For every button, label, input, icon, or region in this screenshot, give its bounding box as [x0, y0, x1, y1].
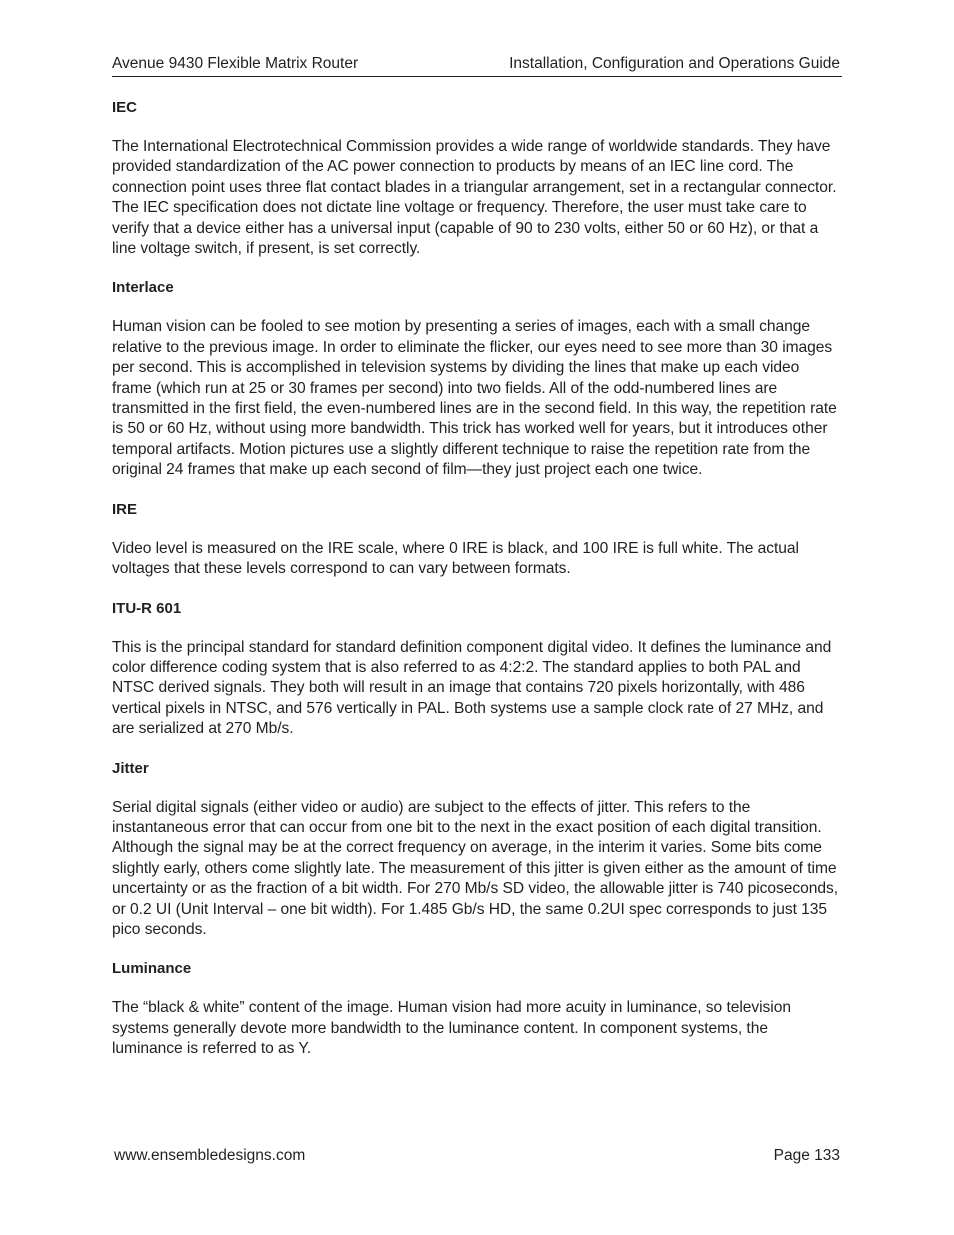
- term-heading: Luminance: [112, 960, 192, 978]
- term-heading: ITU-R 601: [112, 599, 182, 617]
- term-definition: Video level is measured on the IRE scale, where 0 IRE is black, and 100 IRE is full white. The actual voltages that these levels correspond to can vary between formats.: [112, 539, 799, 578]
- term-heading: IEC: [112, 99, 138, 116]
- glossary-entry-interlace: [112, 278, 842, 480]
- term-definition: This is the principal standard for standard definition component digital video. It defines the luminance and color difference coding system that is also referred to as 4:2:2. The standard applies to both PAL and NTSC derived signals. They both will result in an image that contains 720 pixels horizontally, with 486 vertical pixels in NTSC, and 576 vertically in PAL. Both systems use a sample clock rate of 27 MHz, and are serialized at 270 Mb/s.: [112, 638, 832, 738]
- term-heading: IRE: [112, 500, 138, 518]
- term-definition: Serial digital signals (either video or audio) are subject to the effects of jitter. This refers to the instantaneous error that can occur from one bit to the next in the exact position of each digital transition. Although the signal may be at the correct frequency on average, in the interim it varies. Some bits come slightly early, others come slightly late. The measurement of this jitter is given either as the amount of time uncertainty or as the fraction of a bit width. For 270 Mb/s SD video, the allowable jitter is 740 picoseconds, or 0.2 UI (Unit Interval – one bit width). For 1.485 Gb/s HD, the same 0.2UI spec corresponds to just 135 pico seconds.: [112, 798, 839, 938]
- glossary-entry-itu-r-601: [112, 599, 842, 740]
- term-heading: Interlace: [112, 279, 174, 297]
- glossary-entry-jitter: [112, 759, 842, 941]
- guide-title: Installation, Configuration and Operations Guide: [509, 55, 840, 72]
- term-definition: The “black & white” content of the image. Human vision had more acuity in luminance, so television systems generally devote more bandwidth to the luminance content. In component systems, the luminance is referred to as Y.: [112, 999, 791, 1058]
- page-header: [112, 55, 842, 77]
- website-url: www.ensembledesigns.com: [114, 1147, 306, 1164]
- term-definition: The International Electrotechnical Commission provides a wide range of worldwide standards. They have provided standardization of the AC power connection to products by means of an IEC line cord. The connection point uses three flat contact blades in a triangular arrangement, set in a rectangular connector. The IEC specification does not dictate line voltage or frequency. Therefore, the user must take care to verify that a device either has a universal input (capable of 90 to 230 volts, either 50 or 60 Hz), or that a line voltage switch, if present, is set correctly.: [112, 138, 837, 258]
- glossary-content: [112, 98, 842, 1079]
- term-heading: Jitter: [112, 759, 149, 777]
- document-title: Avenue 9430 Flexible Matrix Router: [112, 55, 359, 72]
- glossary-entry-luminance: [112, 959, 842, 1059]
- glossary-entry-iec: [112, 98, 842, 259]
- page-number: Page 133: [773, 1147, 840, 1164]
- glossary-entry-ire: [112, 500, 842, 580]
- term-definition: Human vision can be fooled to see motion by presenting a series of images, each with a small change relative to the previous image. In order to eliminate the flicker, our eyes need to see more than 30 images per second. This is accomplished in television systems by dividing the lines that make up each video frame (which run at 25 or 30 frames per second) into two fields. All of the odd-numbered lines are transmitted in the first field, the even-numbered lines are in the second field. In this way, the repetition rate is 50 or 60 Hz, without using more bandwidth. This trick has worked well for years, but it introduces other temporal artifacts. Motion pictures use a slightly different technique to raise the repetition rate from the original 24 frames that make up each second of film—they just project each one twice.: [112, 318, 837, 479]
